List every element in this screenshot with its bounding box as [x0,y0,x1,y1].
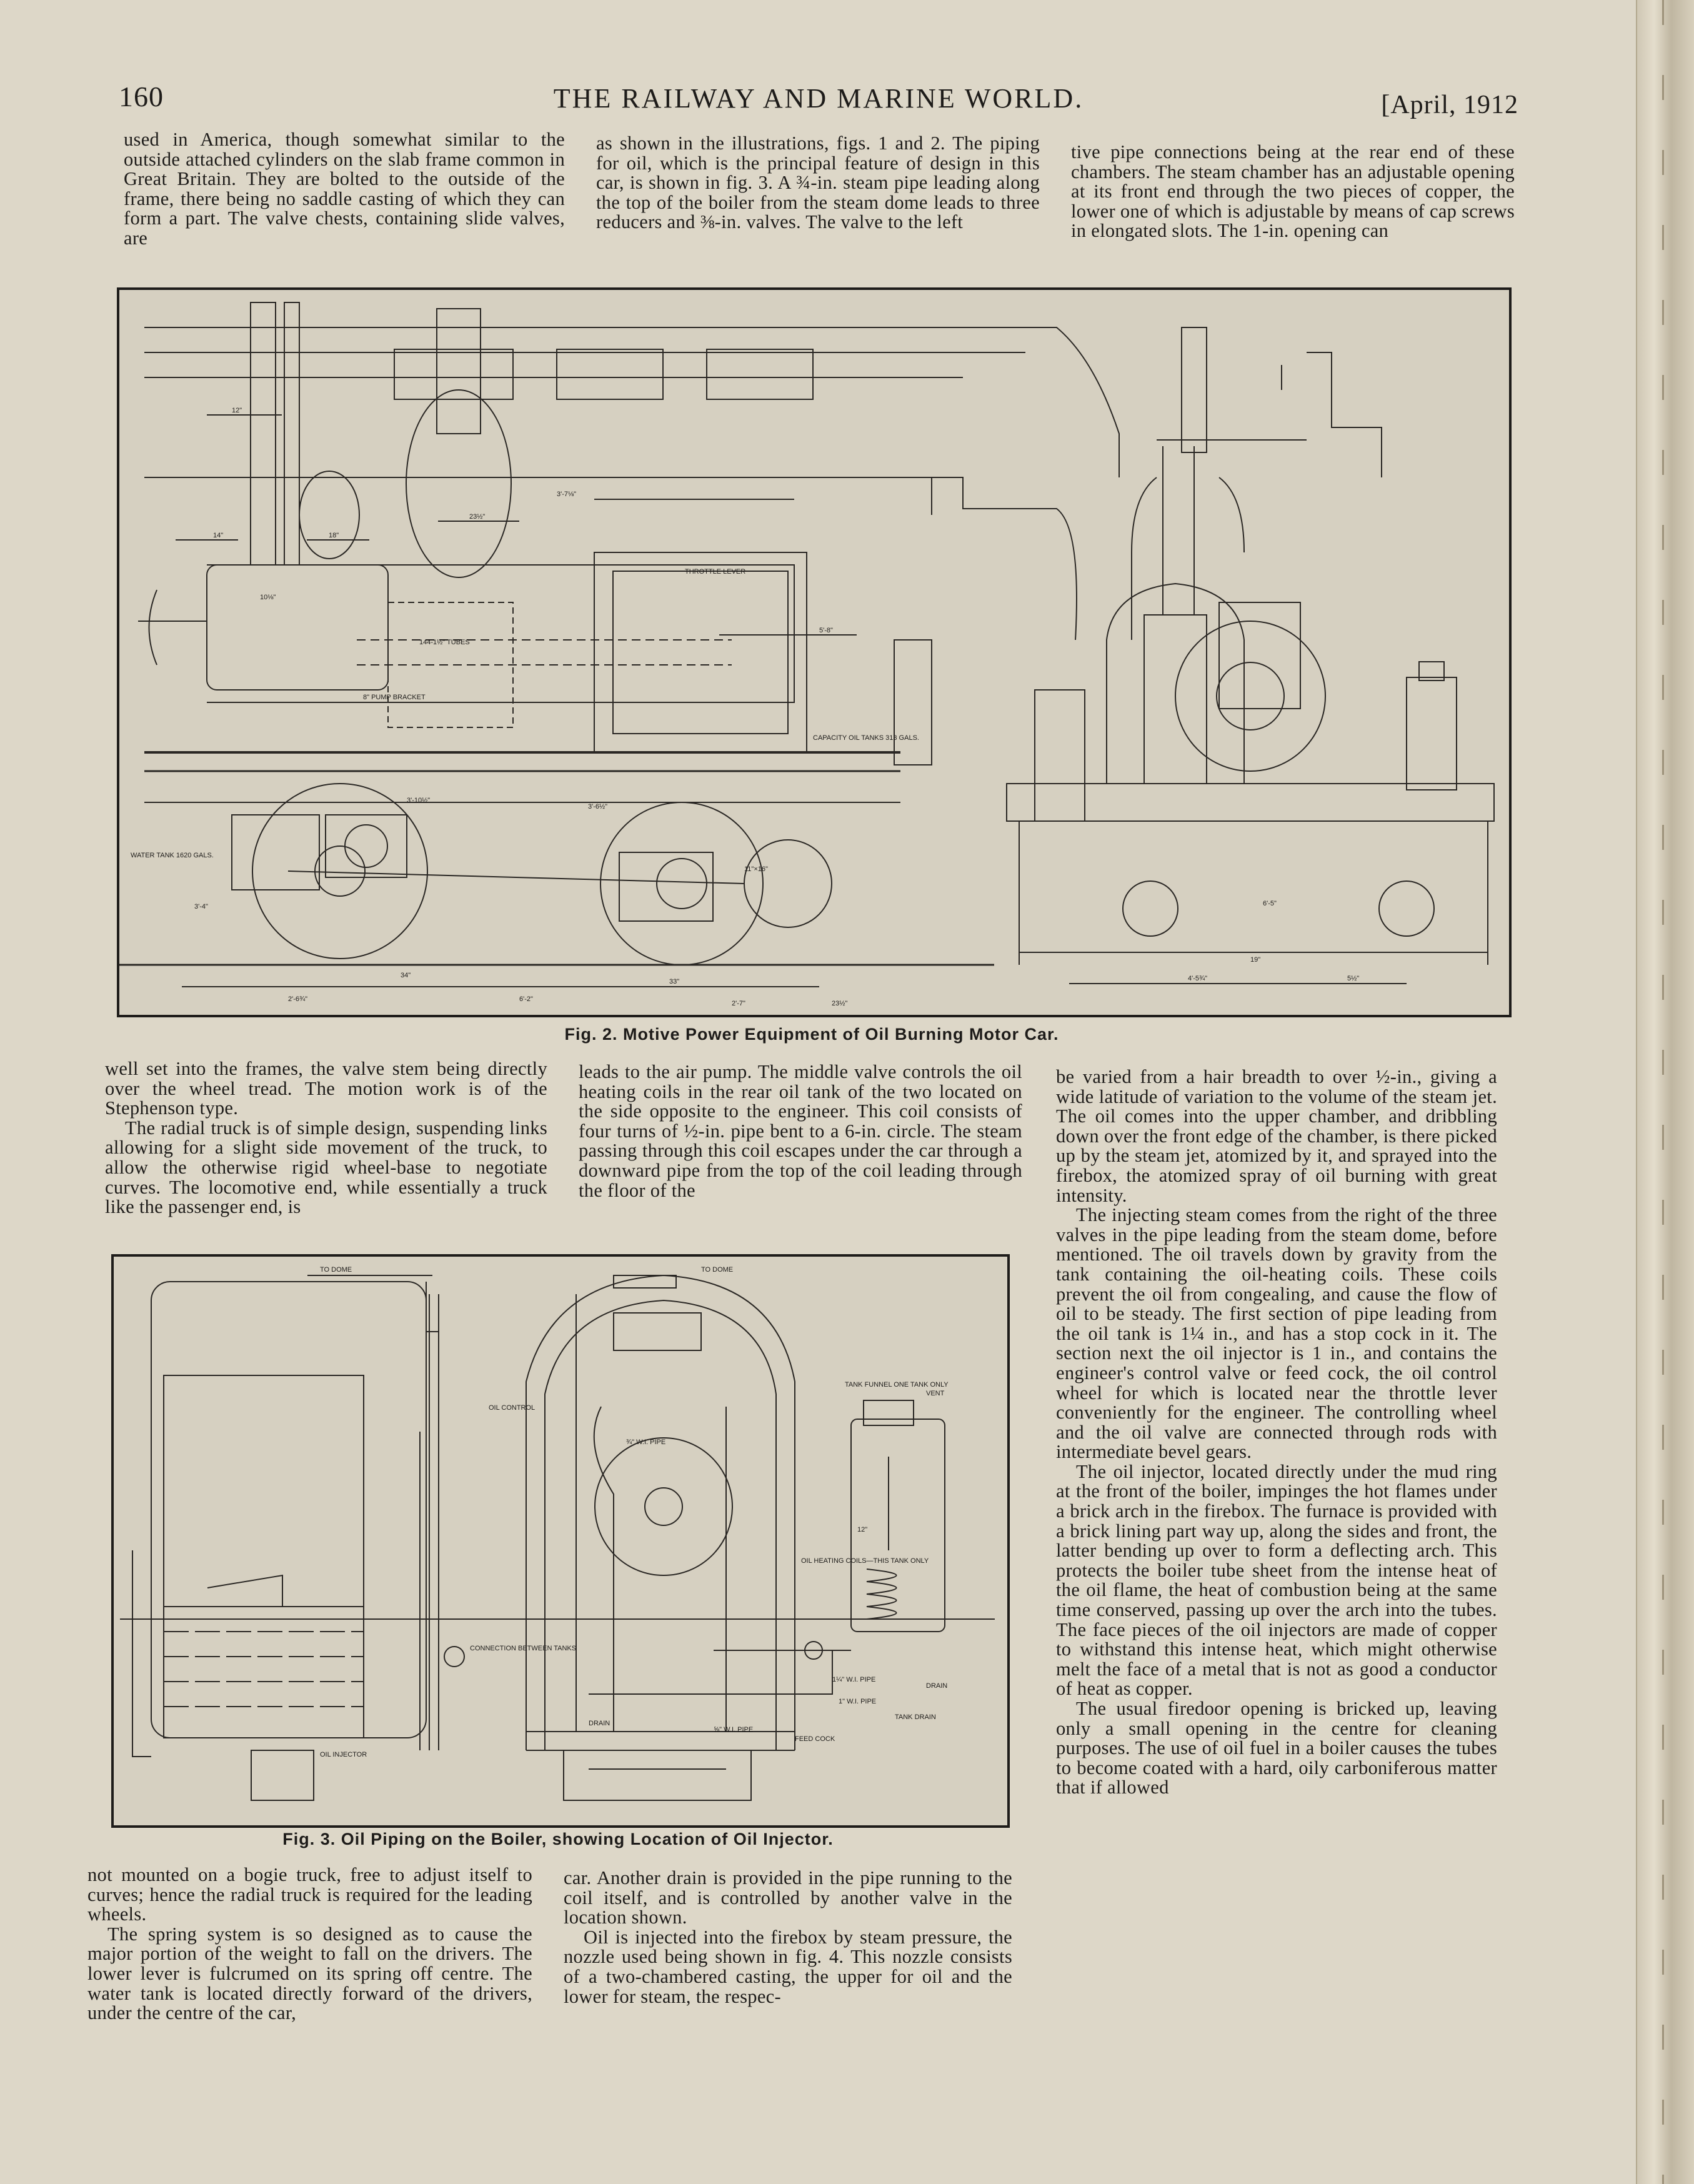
fig2-label-capacity: CAPACITY OIL TANKS 313 GALS. [813,734,919,742]
fig3-label-feed-cock: FEED COCK [795,1735,835,1743]
fig2-dim-2: 14" [213,532,224,539]
figure-3-oil-piping-drawing [111,1254,1010,1828]
page-number: 160 [119,81,164,112]
figure-3-caption: Fig. 3. Oil Piping on the Boiler, showing Location of Oil Injector. [282,1830,834,1848]
fig2-label-throttle: THROTTLE LEVER [685,568,746,576]
text-column-bottom-left [87,1865,532,2023]
fig2-label-pump: 8" PUMP BRACKET [363,694,426,701]
fig2-dim-3: 18" [329,532,339,539]
paragraph: as shown in the illustrations, figs. 1 and 2. The piping for oil, which is the principal feature of design in this car, is shown in fig. 3. A ¾-in. steam pipe leading along the top of the boiler from the steam dome leads to three reducers and ⅜-in. valves. The valve to the left [596,132,1040,233]
fig2-label-tubes: 144-1½" TUBES [419,639,470,646]
binding-stitching [1662,0,1664,2184]
text-column-bottom-middle [564,1868,1012,2007]
paragraph: The injecting steam comes from the right of the three valves in the pipe leading from the steam dome, before mentioned. The oil travels down by gravity from the tank containing the oil-heating coils. These coils prevent the oil from congealing, and cause the flow of oil to be steady. The first section of pipe leading from the oil tank is 1¼ in., and has a stop cock in it. The section next the oil injector is 1 in., and contains the engineer's control valve or feed cock, the oil control wheel for which is located near the throttle lever conveniently for the engineer. The controlling wheel and the oil valve are connected through rods with intermediate bevel gears. [1056,1204,1497,1463]
fig2-dim-13: 33" [669,978,680,985]
fig2-dim-14: 2'-6¾" [288,995,308,1003]
fig3-label-to-dome-right: TO DOME [701,1266,734,1274]
issue-date: [April, 1912 [1381,91,1518,119]
figure-2-locomotive-drawing [117,287,1512,1017]
paragraph: The radial truck is of simple design, suspending links allowing for a slight side movement of the truck, to allow the otherwise rigid wheel-base to negotiate curves. The locomotive end, while essentially a truck like the passenger end, is [105,1117,547,1218]
fig2-label-water-tank: WATER TANK 1620 GALS. [131,852,214,859]
running-header [119,74,1518,124]
paragraph: used in America, though somewhat similar to the outside attached cylinders on the slab frame common in Great Britain. They are bolted to the outside of the frame, there being no saddle casting of which they can form a part. The valve chests, containing slide valves, are [124,129,565,249]
fig2-dim-21: 6'-5" [1263,900,1277,907]
fig2-dim-9: 3'-6½" [588,803,608,810]
fig3-label-tank-funnel: TANK FUNNEL ONE TANK ONLY [845,1381,949,1389]
fig2-dim-8: 3'-10½" [407,797,431,804]
text-column-mid-middle [579,1062,1022,1200]
paragraph: not mounted on a bogie truck, free to adjust itself to curves; hence the radial truck is required for the leading wheels. [87,1864,532,1925]
fig2-dim-12: 34" [401,972,411,979]
text-column-right-long [1056,1067,1497,1798]
fig2-dim-15: 6'-2" [519,995,533,1003]
paragraph: tive pipe connections being at the rear end of these chambers. The steam chamber has an adjustable opening at its front end through the two pieces of copper, the lower one of which is adjustable by means of cap screws in elongated slots. The 1-in. opening can [1071,141,1515,242]
fig2-dim-5: 3'-7⅛" [557,491,577,498]
fig2-dim-10: 11"×16" [744,865,768,873]
paragraph: be varied from a hair breadth to over ½-in., giving a wide latitude of variation to the volume of the steam jet. The oil comes into the upper chamber, and dribbling down over the front edge of the chamber, is there picked up by the steam jet, atomized by it, and sprayed into the firebox, the atomized spray of oil burning with great intensity. [1056,1066,1497,1206]
text-column-top-middle [596,134,1040,232]
fig2-dim-7: 10⅛" [260,594,276,601]
figure-2-caption: Fig. 2. Motive Power Equipment of Oil Burning Motor Car. [564,1025,1059,1044]
fig3-label-oil-control: OIL CONTROL [489,1404,536,1412]
paragraph: leads to the air pump. The middle valve controls the oil heating coils in the rear oil tank of the two located on the side opposite to the engineer. This coil consists of four turns of ½-in. pipe bent to a 6-in. circle. The steam passing through this coil escapes under the car through a downward pipe from the top of the coil leading through the floor of the [579,1061,1022,1201]
fig3-label-pipe-1: ¾" W.I. PIPE [626,1439,666,1446]
paragraph: car. Another drain is provided in the pipe running to the coil itself, and is controlled by another valve in the location shown. [564,1867,1012,1928]
fig3-label-drain-1: DRAIN [589,1720,610,1727]
text-column-top-right [1071,142,1515,241]
fig2-dim-18: 19" [1250,956,1261,964]
figure-3-svg [114,1257,1007,1825]
book-binding-edge [1636,0,1694,2184]
text-column-top-left [124,130,565,249]
paragraph: The oil injector, located directly under the mud ring at the front of the boiler, impinges the hot flames under a brick arch in the firebox. The furnace is provided with a brick lining part way up, along the sides and front, the latter bending up over to form a deflecting arch. This protects the boiler tube sheet from the intense heat of the oil flame, the heat of combustion being at the same time conserved, passing up over the arch into the tubes. The face pieces of the oil injectors are made of copper to withstand this intense heat, which might otherwise melt the face of a metal that is not as good a conductor of heat as copper. [1056,1460,1497,1700]
paragraph: Oil is injected into the firebox by steam pressure, the nozzle used being shown in fig. 4. This nozzle consists of a two-chambered casting, the upper for oil and the lower for steam, the respec- [564,1926,1012,2007]
fig3-label-oil-injector: OIL INJECTOR [320,1751,367,1758]
fig3-label-pipe-3: 1" W.I. PIPE [839,1698,877,1705]
fig3-label-pipe-4: ⅝" W.I. PIPE [714,1726,754,1733]
fig2-dim-16: 2'-7" [732,1000,745,1007]
fig2-dim-4: 23½" [469,513,486,521]
fig3-label-drain-2: DRAIN [926,1682,948,1690]
fig2-dim-1: 12" [232,407,242,414]
fig2-dim-20: 5½" [1347,975,1360,982]
fig3-label-oil-heating: OIL HEATING COILS—THIS TANK ONLY [801,1557,929,1565]
figure-2-svg [119,290,1509,1015]
paragraph: well set into the frames, the valve stem being directly over the wheel tread. The motion work is of the Stephenson type. [105,1058,547,1119]
fig2-dim-17: 23½" [832,1000,848,1007]
paragraph: The usual firedoor opening is bricked up, leaving only a small opening in the centre for cleaning purposes. The use of oil fuel in a boiler causes the tubes to become coated with a hard, oily carboniferous matter that if allowed [1056,1698,1497,1798]
fig3-label-to-dome-left: TO DOME [320,1266,352,1274]
fig3-label-vent: VENT [926,1390,945,1397]
journal-title: THE RAILWAY AND MARINE WORLD. [553,83,1084,114]
fig3-label-dim: 12" [857,1526,868,1533]
fig2-dim-19: 4'-5¾" [1188,975,1208,982]
paragraph: The spring system is so designed as to cause the major portion of the weight to fall on the drivers. The lower lever is fulcrumed on its spring off centre. The water tank is located directly forward of the drivers, under the centre of the car, [87,1923,532,2024]
fig2-dim-11: 3'-4" [194,903,208,910]
fig3-label-connection: CONNECTION BETWEEN TANKS [470,1645,577,1652]
text-column-mid-left [105,1059,547,1217]
fig3-label-tank-drain: TANK DRAIN [895,1713,936,1721]
fig2-dim-6: 5'-8" [819,627,833,634]
fig3-label-pipe-2: 1¼" W.I. PIPE [832,1676,876,1683]
